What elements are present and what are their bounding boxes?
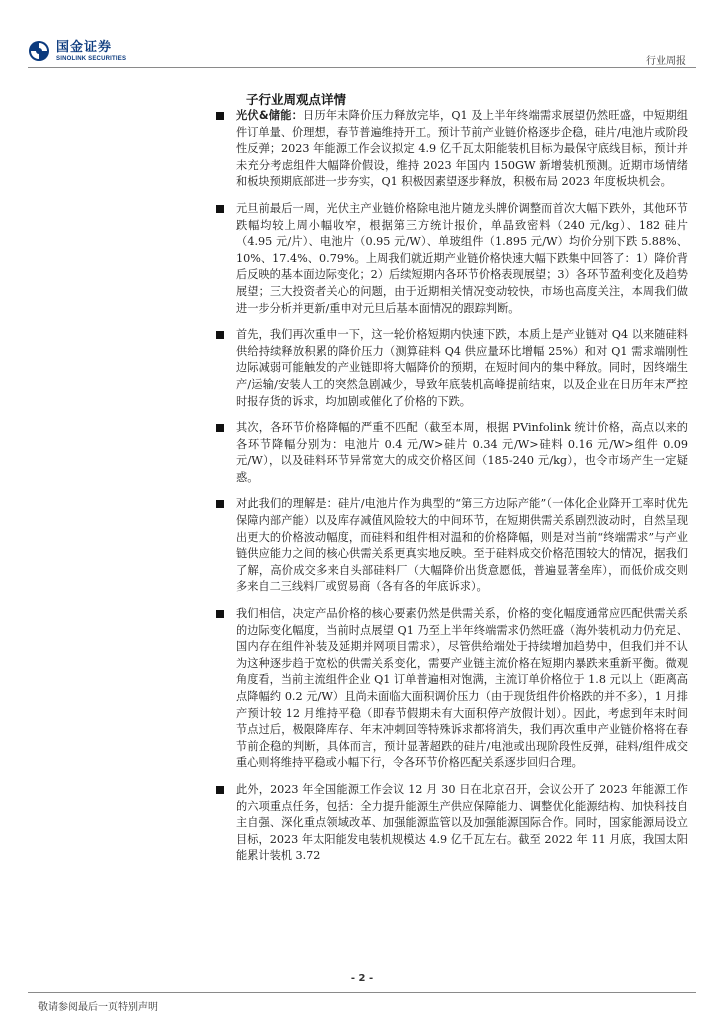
bullet-icon xyxy=(216,610,224,618)
page-header xyxy=(0,0,724,72)
paragraph-text: 首先，我们再次重申一下，这一轮价格短期内快速下跌，本质上是产业链对 Q4 以来随硅料供给持续释放积累的降价压力（测算硅料 Q4 供应量环比增幅 25%）和对 Q1 需求端刚性边际减弱可能触发的产业链即将大幅降价的预期，在短时间内的集中释放。同时，因终端生产/运输/安装人工的突然急剧减少，导致年底装机高峰提前结束，以及企业在日历年末严控时报存货的诉求，均加剧或催化了价格的下跌。 xyxy=(236,328,688,408)
paragraph-text: 此外，2023 年全国能源工作会议 12 月 30 日在北京召开，会议公开了 2023 年能源工作的六项重点任务，包括：全力提升能源生产供应保障能力、调整优化能源结构、加快科技自主自强、深化重点领域改革、加强能源监管以及加强能源国际合作。同时，国家能源局设立目标，2023 年太阳能发电装机规模达 4.9 亿千瓦左右。截至 2022 年 11 月底，我国太阳能累计装机 3.72 xyxy=(236,782,688,863)
logo-chinese-name: 国金证券 xyxy=(56,39,113,55)
footer-disclaimer: 敬请参阅最后一页特别声明 xyxy=(38,1002,158,1013)
bullet-icon xyxy=(216,331,224,339)
paragraph xyxy=(236,108,688,191)
bullet-icon xyxy=(216,424,224,432)
bullet-icon xyxy=(216,112,224,120)
paragraph-lead: 光伏&储能： xyxy=(236,109,304,122)
paragraph xyxy=(236,420,688,486)
paragraph-text: 其次，各环节价格降幅的严重不匹配（截至本周，根据 PVinfolink 统计价格，高点以来的各环节降幅分别为：电池片 0.4 元/W>硅片 0.34 元/W>硅料 0.16 元/W>组件 0.09 元/W），以及硅料环节异常宽大的成交价格区间（185-240 元/kg），也令市场产生一定疑惑。 xyxy=(236,421,688,484)
paragraph-text: 日历年末降价压力释放完毕，Q1 及上半年终端需求展望仍然旺盛，中短期组件订单量、价理想，春节普遍维持开工。预计节前产业链价格逐步企稳，硅片/电池片或阶段性反弹；2023 年能源工作会议拟定 4.9 亿千瓦太阳能装机目标为最保守底线目标，预计并未充分考虑组件大幅降价假设，维持 2023 年国内 150GW 新增装机预测。近期市场情绪和板块预期底部进一步夯实，Q1 积极因素望逐步释放，积极布局 2023 年度板块机会。 xyxy=(236,109,688,189)
company-logo xyxy=(28,40,126,62)
paragraph-text: 对此我们的理解是：硅片/电池片作为典型的“第三方边际产能”（一体化企业降开工率时优先保障内部产能）以及库存减值风险较大的中间环节，在短期供需关系剧烈波动时，自然呈现出更大的价格波动幅度，而硅料和组件相对温和的价格降幅，则是对当前“终端需求”与产业链供应能力之间的核心供需关系更真实地反映。至于硅料成交价格范围较大的情况，据我们了解，高价成交多来自头部硅料厂（大幅降价出货意愿低，普遍显著垒库），而低价成交则多来自二三线料厂或贸易商（各有各的年底诉求）。 xyxy=(236,497,688,594)
paragraph xyxy=(236,606,688,772)
report-body xyxy=(236,108,688,875)
paragraph xyxy=(236,201,688,317)
page-number: - 2 - xyxy=(350,973,374,984)
bullet-icon xyxy=(216,205,224,213)
paragraph xyxy=(236,782,688,865)
paragraph xyxy=(236,496,688,596)
header-divider xyxy=(28,67,696,68)
footer-divider xyxy=(28,992,696,993)
bullet-icon xyxy=(216,500,224,508)
paragraph-text: 我们相信，决定产品价格的核心要素仍然是供需关系，价格的变化幅度通常应匹配供需关系的边际变化幅度，当前时点展望 Q1 乃至上半年终端需求仍然旺盛（海外装机动力仍充足、国内存在组件补装及延期并网项目需求），尽管供给端处于持续增加趋势中，但我们并不认为这种逐步趋于宽松的供需关系变化，需要产业链主流价格在短期内暴跌来重新平衡。微观角度看，当前主流组件企业 Q1 订单普遍相对饱满，主流订单价格位于 1.8 元以上（距离高点降幅约 0.2 元/W）且尚未面临大面积调价压力（由于现货组件价格跌的并不多），1 月排产预计较 12 月维持平稳（即春节假期未有大面积停产放假计划）。因此，考虑到年末时间节点过后，极限降库存、年末冲刺回等特殊诉求都将消失，我们再次重申产业链价格将在春节前企稳的判断，具体而言，预计显著超跌的硅片/电池或出现阶段性反弹，硅料/组件成交重心则将维持平稳或小幅下行，令各环节价格匹配关系逐步回归合理。 xyxy=(236,607,688,770)
section-title: 子行业周观点详情 xyxy=(246,92,347,107)
logo-icon xyxy=(28,40,50,62)
logo-english-name: SINOLINK SECURITIES xyxy=(56,55,127,62)
paragraph xyxy=(236,327,688,410)
paragraph-text: 元旦前最后一周，光伏主产业链价格除电池片随龙头牌价调整而首次大幅下跌外，其他环节跌幅均较上周小幅收窄，根据第三方统计报价，单晶致密料（240 元/kg）、182 硅片（4.95 元/片）、电池片（0.95 元/W）、单玻组件（1.895 元/W）均价分别下跌 5.88%、10%、17.4%、0.79%。上周我们就近期产业链价格快速大幅下跌集中回答了：1）降价背后反映的基本面边际变化；2）后续短期内各环节价格表现展望；3）各环节盈利变化及趋势展望；三大投资者关心的问题，由于近期相关情况变动较快，市场也高度关注，本周我们做进一步分析并更新/重申对元旦后基本面情况的跟踪判断。 xyxy=(236,201,688,315)
bullet-icon xyxy=(216,786,224,794)
report-type: 行业周报 xyxy=(646,56,686,67)
